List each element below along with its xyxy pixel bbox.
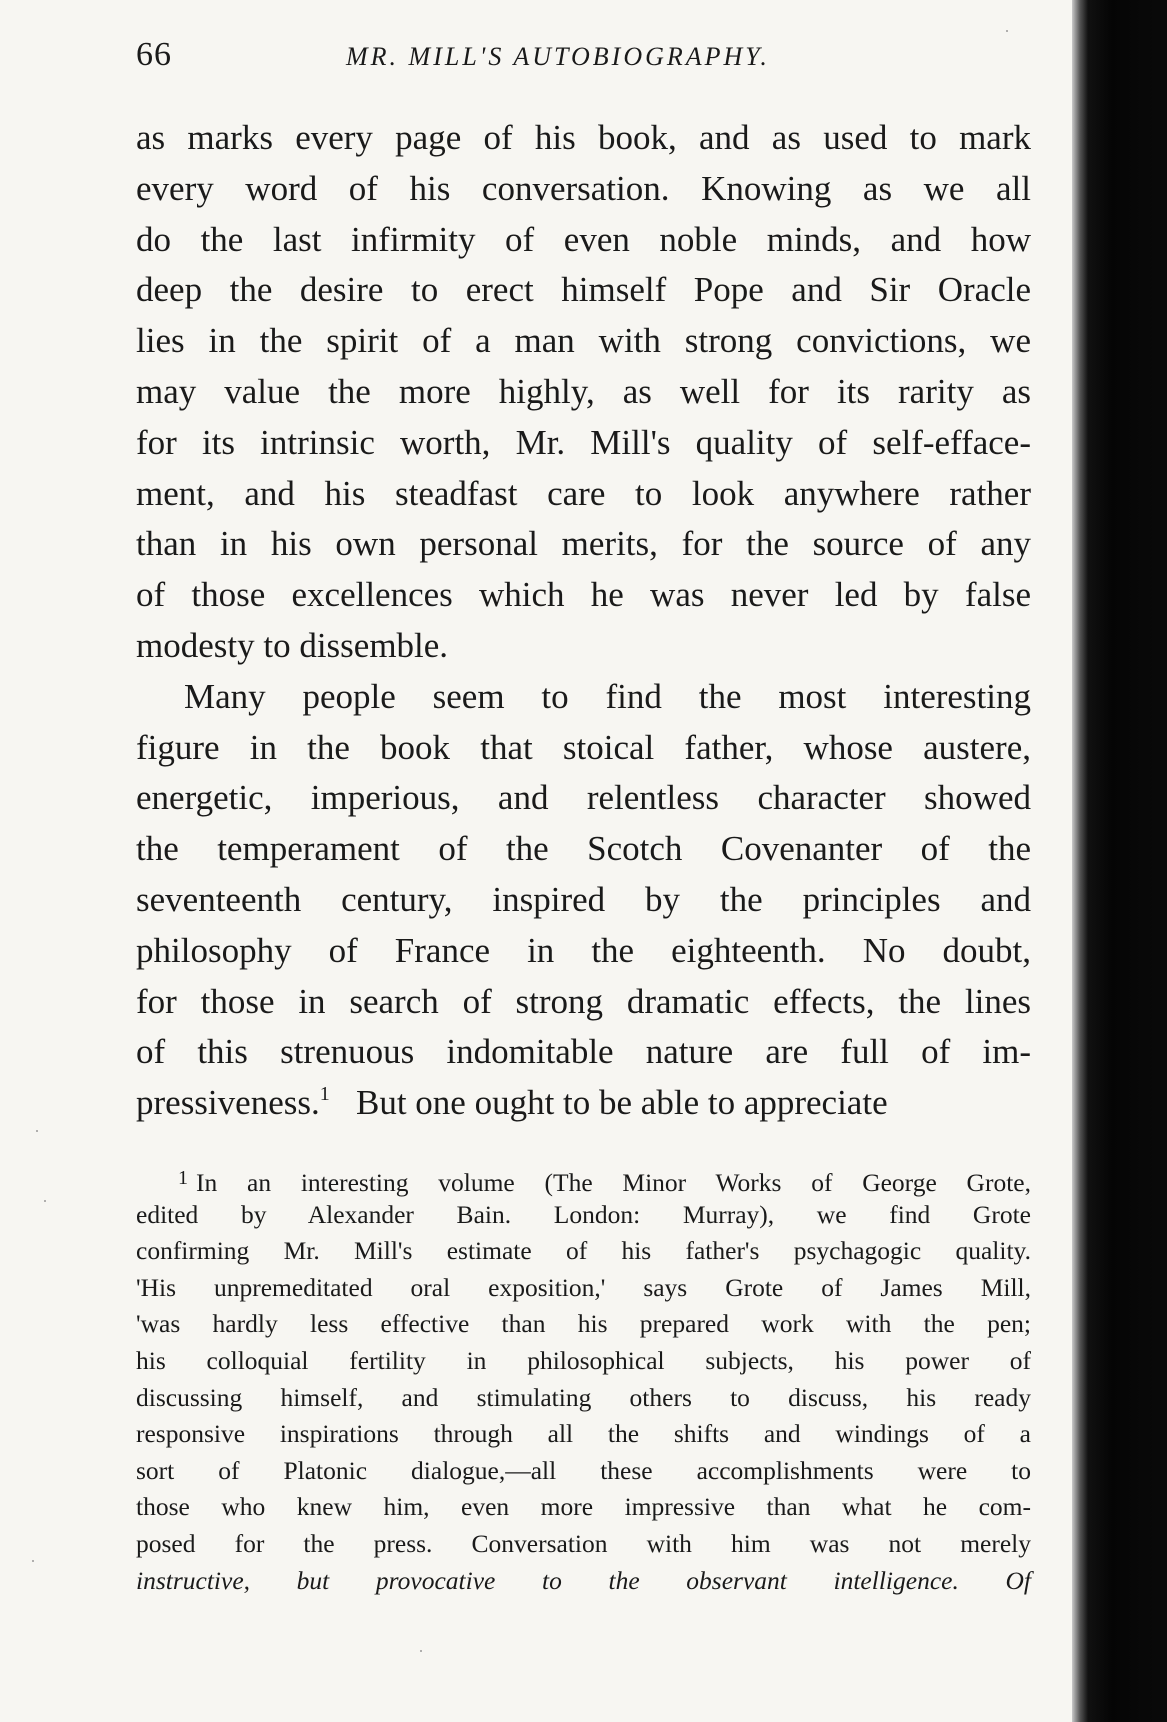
footnote-marker: 1	[178, 1167, 188, 1189]
footnote-line: sort of Platonic dialogue,—all these accomplishments were to	[136, 1455, 1031, 1485]
footnote-line: responsive inspirations through all the shifts and windings of a	[136, 1419, 1031, 1449]
page-header	[136, 36, 1031, 76]
running-head: MR. MILL'S AUTOBIOGRAPHY.	[346, 42, 770, 71]
footnote-line: instructive, but provocative to the observant intelligence. Of	[136, 1565, 1031, 1595]
page-number: 66	[136, 36, 172, 73]
body-line: Many people seem to find the most interesting	[184, 676, 1031, 716]
footnote-line	[136, 1160, 1031, 1197]
body-line: figure in the book that stoical father, whose austere,	[136, 727, 1031, 767]
body-line: do the last infirmity of even noble minds, and how	[136, 219, 1031, 259]
footnote-line: posed for the press. Conversation with him was not merely	[136, 1528, 1031, 1558]
paper-speck	[36, 1130, 38, 1132]
footnote-line: edited by Alexander Bain. London: Murray), we find Grote	[136, 1199, 1031, 1229]
footnote-line: confirming Mr. Mill's estimate of his father's psychagogic quality.	[136, 1236, 1031, 1266]
body-line: energetic, imperious, and relentless character showed	[136, 778, 1031, 818]
body-line: deep the desire to erect himself Pope and Sir Oracle	[136, 270, 1031, 310]
body-line: than in his own personal merits, for the source of any	[136, 524, 1031, 564]
body-line: as marks every page of his book, and as used to mark	[136, 118, 1031, 157]
body-text	[136, 113, 1031, 1129]
body-line: ment, and his steadfast care to look anywhere rather	[136, 473, 1031, 513]
body-line: the temperament of the Scotch Covenanter of the	[136, 829, 1031, 869]
body-line: for those in search of strong dramatic effects, the lines	[136, 981, 1031, 1021]
paper-speck	[44, 1200, 46, 1202]
footnote-line: those who knew him, even more impressive than what he com-	[136, 1492, 1031, 1522]
body-line: may value the more highly, as well for its rarity as	[136, 371, 1031, 411]
paper-speck	[32, 1560, 34, 1562]
paper-speck	[1006, 30, 1008, 32]
body-line: of those excellences which he was never led by false	[136, 575, 1031, 615]
body-line: philosophy of France in the eighteenth. No doubt,	[136, 930, 1031, 970]
body-line: every word of his conversation. Knowing as we all	[136, 168, 1031, 208]
footnote-reference: 1	[319, 1083, 330, 1106]
footnote-line: discussing himself, and stimulating others to discuss, his ready	[136, 1382, 1031, 1412]
footnote-text: In an interesting volume (The Minor Works of George Grote,	[196, 1168, 1031, 1197]
body-line-text: pressiveness.	[136, 1083, 320, 1123]
page-edge-shadow	[1072, 0, 1167, 1722]
footnote-line: his colloquial fertility in philosophical subjects, his power of	[136, 1345, 1031, 1375]
footnote-line: 'His unpremeditated oral exposition,' says Grote of James Mill,	[136, 1272, 1031, 1302]
body-line: seventeenth century, inspired by the principles and	[136, 879, 1031, 919]
footnote	[136, 1160, 1031, 1599]
body-line-with-footnote-ref	[136, 1078, 1031, 1129]
body-line: lies in the spirit of a man with strong convictions, we	[136, 321, 1031, 361]
body-line: modesty to dissemble.	[136, 625, 449, 665]
body-line: of this strenuous indomitable nature are full of im-	[136, 1032, 1031, 1072]
body-line: for its intrinsic worth, Mr. Mill's quality of self-efface-	[136, 422, 1031, 462]
paper-speck	[420, 1650, 422, 1652]
body-line-text: But one ought to be able to appreciate	[355, 1083, 888, 1123]
footnote-line: 'was hardly less effective than his prepared work with the pen;	[136, 1309, 1031, 1339]
